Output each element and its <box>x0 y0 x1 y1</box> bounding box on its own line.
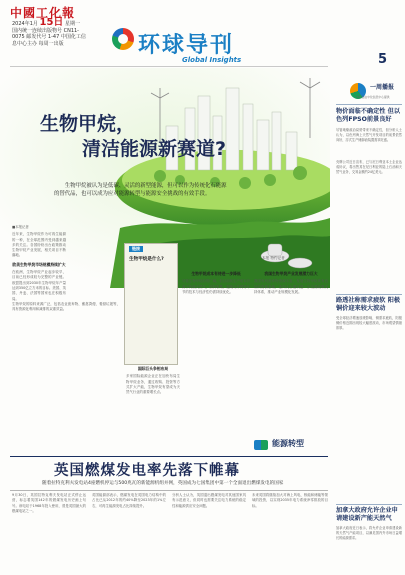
energy-transition-label: 能源转型 <box>272 439 304 448</box>
energy-transition-icon <box>254 440 268 450</box>
article-byline: ■本报记者 <box>12 225 29 229</box>
section-english-title: Global Insights <box>182 56 242 64</box>
article-column-1b <box>12 300 120 315</box>
story2-headline: 英国燃煤发电率先落下帷幕 <box>54 462 240 479</box>
article-column-1 <box>12 225 66 304</box>
article-paragraph: 我国有机废弃物资源丰富，发展生物甲烷具有良好的资源基础，业内人士建议进一步完善政策支持体系，推动产业规模化发展。 <box>254 279 328 294</box>
hero-headline-line-1: 生物甲烷， <box>40 113 136 135</box>
article-subhead: 生物甲烷成本有待进一步降低 <box>191 271 241 276</box>
article-paragraph: 尽管生物甲烷前景广阔，但目前其生产成本仍高于传统天然气，原料收集、提纯与并网等环节的技术与经济性仍需持续优化。 <box>182 279 250 294</box>
article-paragraph: 生物甲烷的原料来源广泛，包括农业废弃物、畜禽粪便、餐厨垃圾等，具有资源化利用和减排的双重效益。 <box>12 302 120 312</box>
sidebar-item-title: 物价面临不确定性 但以色列FPSO前景良好 <box>336 108 401 123</box>
weekly-news-title: 一周播报 <box>370 84 395 91</box>
story2-rule <box>10 490 328 491</box>
article-column-3 <box>182 268 250 297</box>
sidebar-item-title: 路透社称需求疲软 阳极铜价迎来较大波动 <box>336 297 401 312</box>
newspaper-masthead: 中國工化報 <box>10 6 76 20</box>
weekly-news-subtitle: 本栏目由中化信息中心提供 <box>356 95 390 99</box>
date-year-month: 2024年1月 <box>12 21 38 27</box>
sidebar-item-body: 尽管地缘政治局势带来不确定性，但分析人士认为，以色列海上天然气开发项目的前景依然向好，浮式生产储卸油装置需求旺盛。 <box>336 128 402 142</box>
article-column-4 <box>254 268 328 297</box>
publication-details: 国内统一连续出版物号 CN11-0075 邮发代号 1-47 中国化工信息中心主办 每周一出版 <box>12 27 86 47</box>
article-subhead: 我国生物甲烷产业发展潜力巨大 <box>264 271 318 276</box>
sidebar-item-body: 受全球经济增速放缓影响，铜需求疲软，阳极铜价格近期出现较大幅度波动，市场观望情绪浓厚。 <box>336 316 402 330</box>
story-divider <box>10 456 328 457</box>
date-weekday: 星期一 <box>65 21 81 27</box>
article-paragraph: 多家国际能源企业正在加快布局生物甲烷业务，通过收购、投资等方式扩大产能，生物甲烷有望成为天然气行业的重要增长点。 <box>126 374 180 395</box>
sidebar-item-title: 加拿大政府允许企业申请建设新产能天然气 <box>336 507 398 522</box>
page-number: 5 <box>378 52 388 67</box>
hero-headline <box>40 112 226 162</box>
article-subhead: 国际巨头争相布局 <box>137 366 169 371</box>
article-subhead: 欧美生物甲烷市场规模持续扩大 <box>12 261 66 267</box>
date-day: 15日 <box>39 17 64 28</box>
sidebar-callout-box <box>124 243 178 365</box>
story2-column-1: 9月30日，英国拉特克利夫发电站正式停止运营，标志着英国142年的燃煤发电历史画上句号。该电站于1968年投入使用，曾是英国最大的燃煤电站之一。 <box>12 493 86 513</box>
article-paragraph: 在欧洲，生物甲烷产业起步较早，目前已经形成较为完整的产业链。欧盟提出到2030年生物甲烷年产量达到350亿立方米的目标。美国、英国、丹麦、法国等国家也在积极布局。 <box>12 270 66 301</box>
story2-column-4: 未来英国将继续加大对海上风电、核能和储能等领域的投资，以实现2035年电力系统净零排放的目标。 <box>252 493 328 508</box>
section-logo-icon <box>112 28 134 50</box>
callout-title: 生物甲烷是什么? <box>129 257 164 262</box>
sidebar-item-body: 壳牌公司近日宣布，已与尼日利亚本土企业达成协议，将出售其在尼日利亚的陆上石油和天然气业务，交易金额约24亿美元。 <box>336 160 402 174</box>
sidebar-divider <box>336 504 402 505</box>
story2-column-3: 分析人士认为，英国退出燃煤发电对其他国家具有示范意义，但同时也需要关注电力系统的稳定性和能源供应安全问题。 <box>172 493 246 508</box>
story2-column-2: 英国能源部表示，燃煤发电在英国电力结构中的占比已从2012年的约40%降至2023年的1%左右，可再生能源发电占比持续提升。 <box>92 493 166 508</box>
header-divider <box>10 66 328 67</box>
illustration-credit: 本报 特约记者 <box>262 256 285 260</box>
sidebar-item-body: 加拿大政府近日表示，将允许企业申请建设新的天然气产能项目，以满足国内外市场日益增长的能源需求。 <box>336 526 402 540</box>
article-column-2 <box>126 363 180 397</box>
date-line <box>12 17 87 47</box>
story2-deck: 随着拉特克利夫发电站4座燃机停运与500兆瓦的新能源机组并网，英国成为七国集团中第一个全面退出燃煤发电的国家 <box>42 481 284 486</box>
hero-lede: 生物甲烷被认为是低碳、灵活的新型能源，但可以作为传统化石能源的替代品，也可以成为应对能源转型与能源安全挑战的有效手段。 <box>54 183 227 197</box>
article-paragraph: 近年来，生物甲烷作为可再生能源的一种，在全球范围内受到越来越多的关注。各国纷纷出台政策推动生物甲烷产业发展，相关项目不断落地。 <box>12 232 66 258</box>
callout-tag: 链接 <box>129 246 143 252</box>
sidebar-divider <box>336 104 402 105</box>
sidebar-divider <box>336 294 402 295</box>
section-title: 环球导刊 <box>138 33 235 58</box>
hero-headline-line-2: 清洁能源新赛道? <box>82 138 227 160</box>
